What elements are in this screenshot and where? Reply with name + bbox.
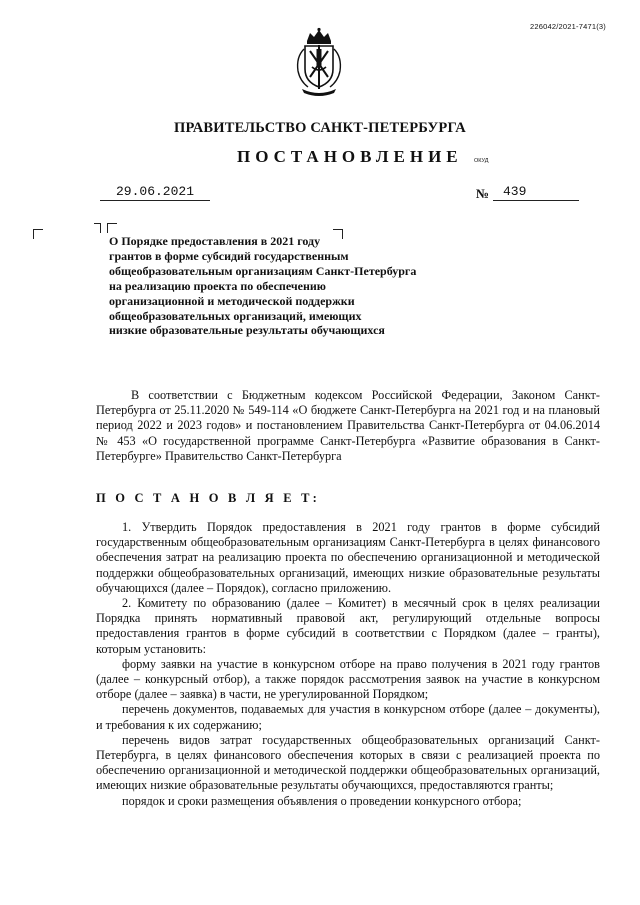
subject-line: общеобразовательным организациям Санкт-Петербурга <box>109 263 417 278</box>
government-title: ПРАВИТЕЛЬСТВО САНКТ-ПЕТЕРБУРГА <box>174 120 466 136</box>
decree-heading: П О С Т А Н О В Л Я Е Т: <box>96 491 320 505</box>
paragraph: перечень видов затрат государственных общеобразовательных организаций Санкт-Петербурга, в целях финансового обеспечения которых в связи с реализацией проекта по обеспечению организационной и методической поддержки общеобразовательных организаций, имеющих низкие образовательные результаты обучающихся, предоставляются гранты; <box>96 732 600 793</box>
document-date: 29.06.2021 <box>100 183 210 201</box>
subject-line: низкие образовательные результаты обучающихся <box>109 323 385 338</box>
st-petersburg-coat-of-arms-icon <box>290 27 348 97</box>
document-type-title: ПОСТАНОВЛЕНИЕ <box>237 147 463 166</box>
subject-line: грантов в форме субсидий государственным <box>109 248 349 263</box>
decree-paragraphs <box>96 520 600 809</box>
okud-label: ОКУД <box>474 158 489 164</box>
paragraph: 1. Утвердить Порядок предоставления в 2021 году грантов в форме субсидий государственным общеобразовательным организациям Санкт-Петербурга в целях финансового обеспечения затрат на реализацию проекта по обеспечению организационной и методической поддержки общеобразовательных организаций, имеющих низкие образовательные результаты обучающихся (далее – Порядок), согласно приложению. <box>96 520 600 595</box>
paragraph: форму заявки на участие в конкурсном отборе на право получения в 2021 году грантов (далее – конкурсный отбор), а также порядок рассмотрения заявок на участие в конкурсном отборе (далее – заявка) в части, не урегулированной Порядком; <box>96 656 600 702</box>
number-sign: № <box>476 186 490 201</box>
corner-mark <box>107 223 117 233</box>
document-number: 439 <box>493 183 579 201</box>
corner-mark <box>94 223 101 233</box>
subject-line: О Порядке предоставления в 2021 году <box>109 234 321 248</box>
corner-mark <box>33 229 43 239</box>
subject-line: организационной и методической поддержки <box>109 293 355 308</box>
paragraph: перечень документов, подаваемых для участия в конкурсном отборе (далее – документы), и требования к их содержанию; <box>96 702 600 732</box>
paragraph: 2. Комитету по образованию (далее – Комитет) в месячный срок в целях реализации Порядка принять нормативный правовой акт, регулирующий отдельные вопросы предоставления грантов в форме субсидий в соответствии с Порядком (далее – гранты), которым установить: <box>96 596 600 656</box>
paragraph: порядок и сроки размещения объявления о проведении конкурсного отбора; <box>122 793 522 808</box>
preamble-paragraph: В соответствии с Бюджетным кодексом Российской Федерации, Законом Санкт-Петербурга от 25.11.2020 № 549-114 «О бюджете Санкт-Петербурга на 2021 год и на плановый период 2022 и 2023 годов» и постановлением Правительства Санкт-Петербурга от 04.06.2014 № 453 «О государственной программе Санкт-Петербурга «Развитие образования в Санкт-Петербурге» Правительство Санкт-Петербурга <box>96 388 600 463</box>
document-subject <box>109 234 449 338</box>
subject-line: на реализацию проекта по обеспечению <box>109 278 326 293</box>
subject-line: общеобразовательных организаций, имеющих <box>109 308 362 323</box>
document-code: 226042/2021-7471(3) <box>530 22 606 31</box>
